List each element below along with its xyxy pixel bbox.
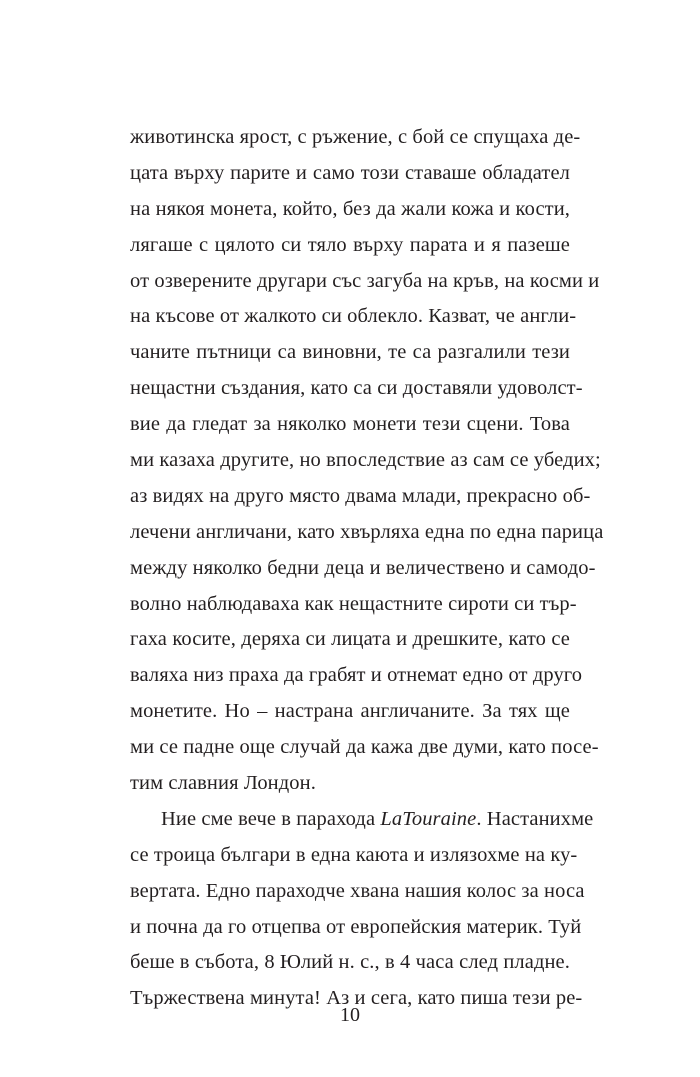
text-line: вертата. Едно параходче хвана нашия колос за носа <box>130 879 585 902</box>
text-line: ми казаха другите, но впоследствие аз сам се убедих; <box>130 449 601 472</box>
text-line: гаха косите, деряха си лицата и дрешките, като се <box>130 628 570 651</box>
text-line: Тържествена минута! Аз и сега, като пиша тези ре- <box>130 987 583 1010</box>
text-line: се троица българи в една каюта и излязохме на ку- <box>130 843 578 866</box>
text-run: Ние сме вече в парахода <box>161 807 381 830</box>
text-line: цата върху парите и само този ставаше обладател <box>130 161 570 184</box>
text-line: между няколко бедни деца и величествено и самодо- <box>130 556 596 579</box>
text-line: на някоя монета, който, без да жали кожа и кости, <box>130 197 570 220</box>
ship-name: LaTouraine <box>380 807 477 830</box>
text-line: от озверените другари със загуба на кръв, на косми и <box>130 269 600 292</box>
text-line: беше в събота, 8 Юлий н. с., в 4 часа след пладне. <box>130 951 570 974</box>
text-line: на късове от жалкото си облекло. Казват, че англи- <box>130 305 577 328</box>
text-line: и почна да го отцепва от европейския материк. Туй <box>130 915 582 938</box>
text-line: чаните пътници са виновни, те са разгалили тези <box>130 341 570 364</box>
text-line: валяха низ праха да грабят и отнемат едно от друго <box>130 664 583 687</box>
text-line: ми се падне още случай да кажа две думи, като посе- <box>130 736 599 759</box>
text-line: нещастни създания, като са си доставяли удоволст- <box>130 377 583 400</box>
text-line: вие да гледат за няколко монети тези сцени. Това <box>130 413 570 436</box>
text-line: монетите. Но – настрана англичаните. За тях ще <box>130 700 570 723</box>
page-number: 10 <box>340 1004 360 1026</box>
text-line: волно наблюдаваха как нещастните сироти си тър- <box>130 592 577 615</box>
text-run: . Настанихме <box>476 807 594 830</box>
text-line: лечени англичани, като хвърляха една по една парица <box>130 520 604 543</box>
text-line: животинска ярост, с ръжение, с бой се спущаха де- <box>130 126 581 148</box>
body-text <box>130 120 604 1017</box>
text-line: лягаше с цялото си тяло върху парата и я пазеше <box>130 233 570 256</box>
paragraph-start-line <box>130 802 594 838</box>
paragraph-end-line: тим славния Лондон. <box>130 772 316 795</box>
text-line: аз видях на друго място двама млади, прекрасно об- <box>130 484 591 507</box>
